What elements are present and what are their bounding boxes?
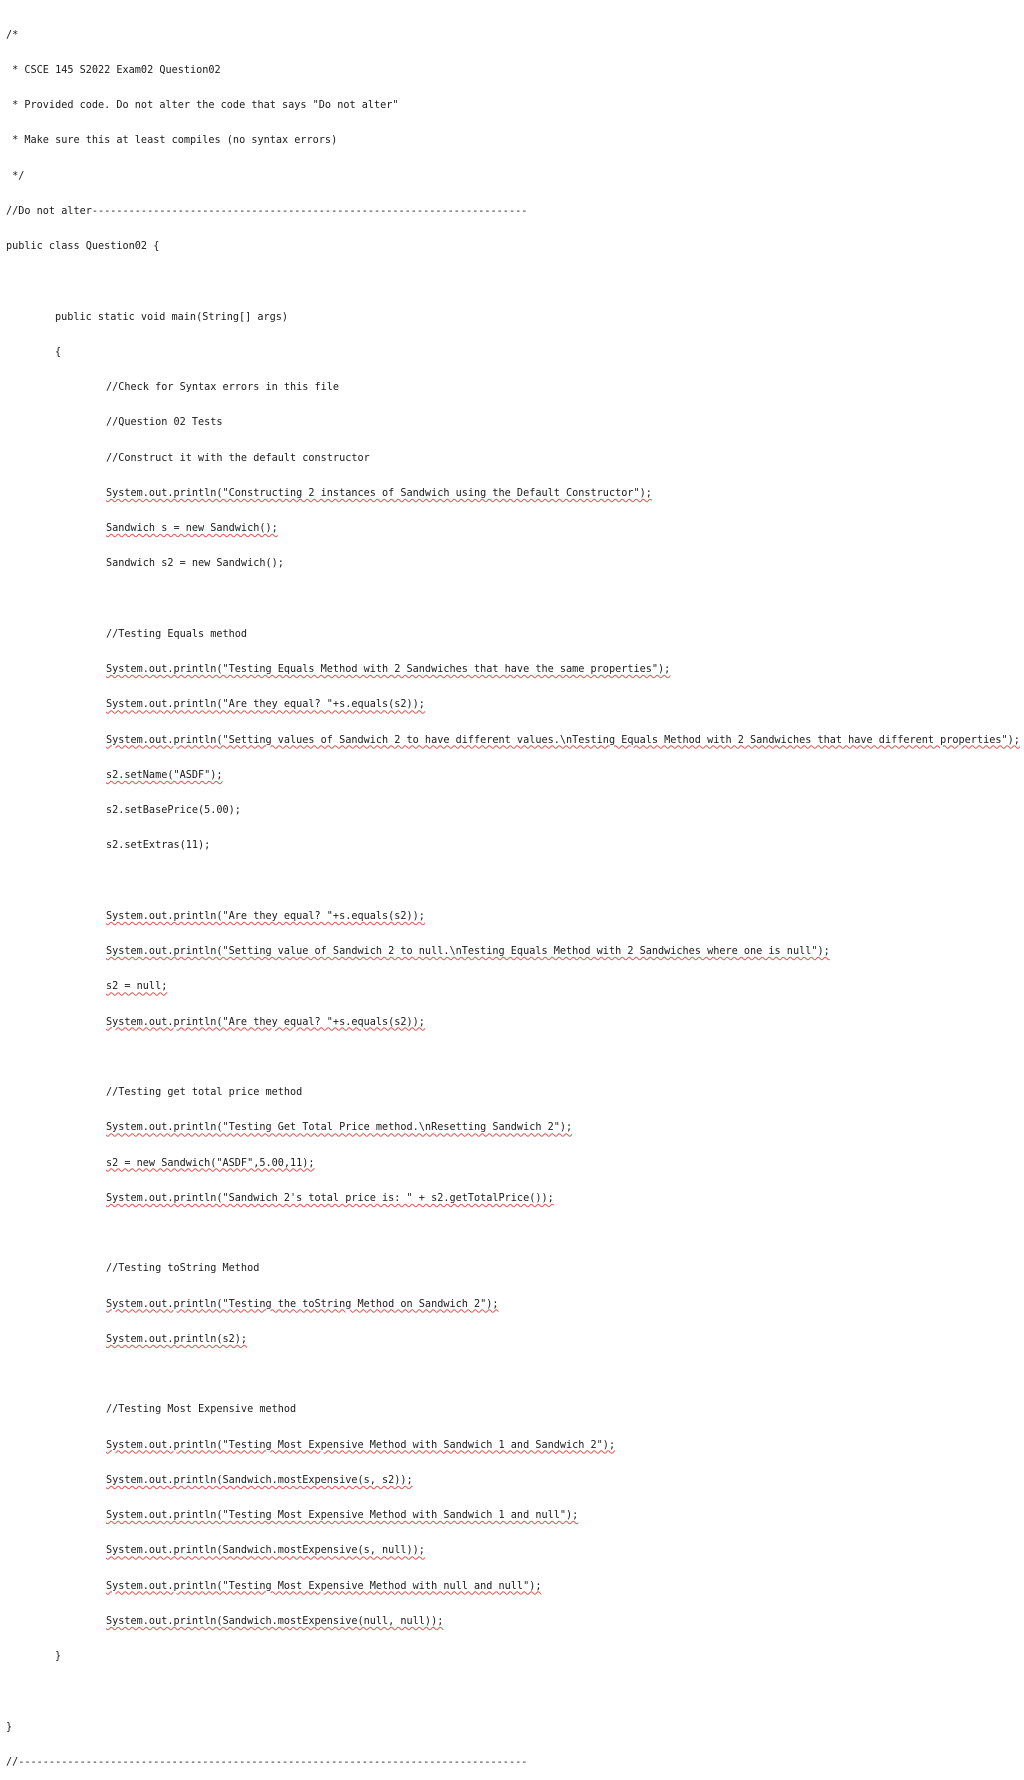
code-line-error: System.out.println("Are they equal? "+s.equals(s2));: [106, 1016, 425, 1028]
code-line-error: System.out.println("Testing Most Expensive Method with Sandwich 1 and null");: [106, 1510, 579, 1521]
code-line: //Testing Most Expensive method: [106, 1404, 297, 1416]
code-line: [6, 1369, 1020, 1381]
code-line: public class Question02 {: [6, 241, 160, 252]
code-line-error: System.out.println("Testing Get Total Price method.\nResetting Sandwich 2");: [106, 1122, 573, 1134]
code-line: }: [55, 1651, 62, 1662]
code-line: [6, 1228, 1020, 1240]
code-line-error: System.out.println("Are they equal? "+s.equals(s2));: [106, 910, 425, 922]
code-line: //Question 02 Tests: [106, 417, 223, 429]
code-line-error: System.out.println("Are they equal? "+s.equals(s2));: [106, 699, 425, 711]
code-line-error: s2.setName("ASDF");: [106, 769, 223, 781]
code-line: public static void main(String[] args): [55, 311, 289, 323]
code-line: /*: [6, 29, 19, 41]
code-line-error: s2 = new Sandwich("ASDF",5.00,11);: [106, 1157, 315, 1169]
code-line-error: System.out.println("Testing Most Expensive Method with Sandwich 1 and Sandwich 2");: [106, 1439, 616, 1451]
code-line: [6, 594, 1020, 606]
code-line: */: [6, 170, 25, 182]
code-line: //Testing toString Method: [106, 1263, 260, 1275]
code-line-error: s2 = null;: [106, 981, 168, 993]
code-line-error: System.out.println("Constructing 2 instances of Sandwich using the Default Constructor");: [106, 487, 652, 499]
code-line: {: [55, 346, 62, 358]
code-line: //-----------------------------------------------------------------------------------: [6, 1756, 528, 1768]
code-line-error: Sandwich s = new Sandwich();: [106, 523, 278, 534]
code-line: s2.setExtras(11);: [106, 840, 211, 852]
code-line-error: System.out.println(Sandwich.mostExpensive(null, null));: [106, 1615, 444, 1627]
code-line-error: System.out.println("Testing Equals Method with 2 Sandwiches that have the same properties");: [106, 664, 671, 675]
code-line: [6, 876, 1020, 888]
code-line: s2.setBasePrice(5.00);: [106, 805, 241, 816]
code-line: * Provided code. Do not alter the code that says "Do not alter": [6, 100, 399, 111]
code-line: * CSCE 145 S2022 Exam02 Question02: [6, 64, 221, 76]
code-line-error: System.out.println("Sandwich 2's total price is: " + s2.getTotalPrice());: [106, 1192, 554, 1204]
code-line: }: [6, 1721, 13, 1733]
code-line: Sandwich s2 = new Sandwich();: [106, 558, 284, 570]
code-line: * Make sure this at least compiles (no syntax errors): [6, 135, 338, 147]
code-line-error: System.out.println(Sandwich.mostExpensive(s, s2));: [106, 1474, 413, 1486]
code-line-error: System.out.println("Testing the toString Method on Sandwich 2");: [106, 1298, 499, 1310]
code-line-error: System.out.println("Testing Most Expensive Method with null and null");: [106, 1580, 542, 1592]
code-line-error: System.out.println(Sandwich.mostExpensive(s, null));: [106, 1545, 425, 1557]
code-line-error: System.out.println(s2);: [106, 1333, 248, 1345]
code-document: [6, 6, 1020, 1780]
code-line: [6, 1052, 1020, 1064]
code-line: //Check for Syntax errors in this file: [106, 382, 340, 393]
code-line: //Testing get total price method: [106, 1087, 303, 1098]
code-line: //Do not alter-----------------------------------------------------------------------: [6, 205, 528, 217]
code-line: [6, 276, 1020, 288]
code-line: [6, 1686, 1020, 1698]
code-line: //Testing Equals method: [106, 628, 248, 640]
code-line: //Construct it with the default constructor: [106, 452, 370, 464]
code-line-error: System.out.println("Setting value of Sandwich 2 to null.\nTesting Equals Method with 2 Sandwiches where one is null");: [106, 946, 830, 957]
code-line-error: System.out.println("Setting values of Sandwich 2 to have different values.\nTesting Equals Method with 2 Sandwiches that have different properties");: [106, 734, 1020, 746]
